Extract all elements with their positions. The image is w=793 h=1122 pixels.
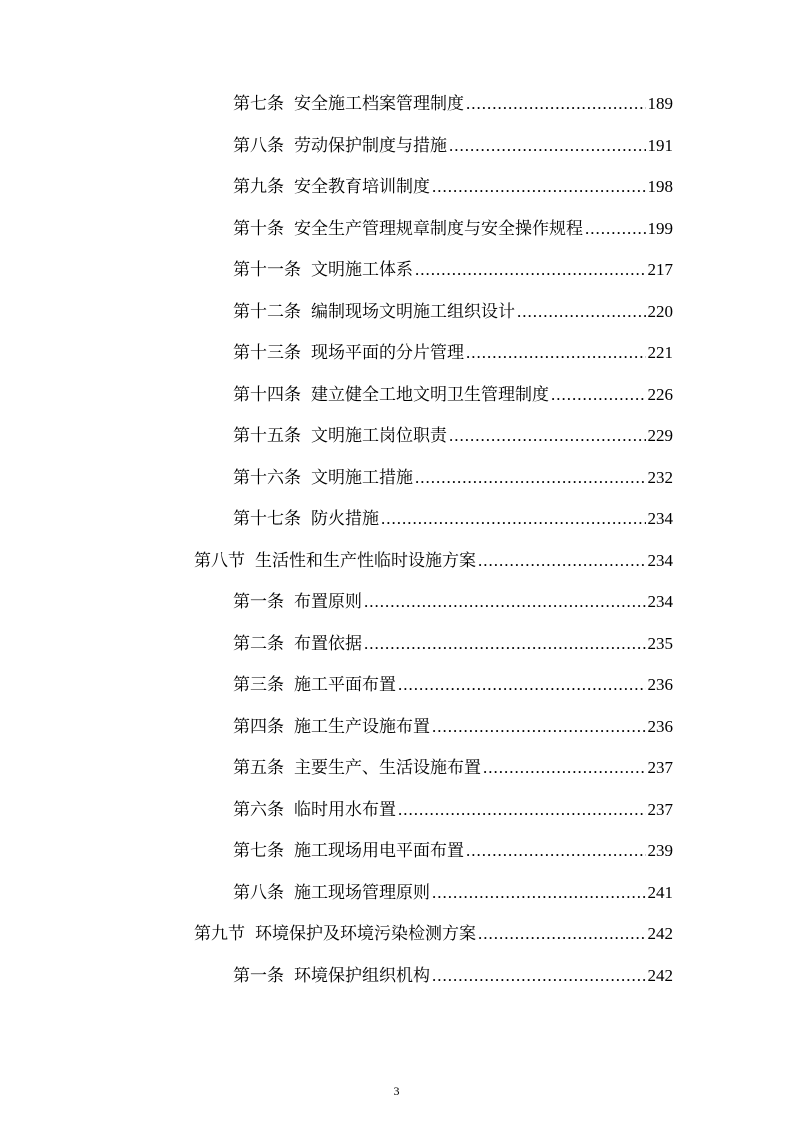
toc-entry[interactable]: [233, 961, 673, 991]
toc-dot-leader: [466, 338, 646, 368]
toc-dot-leader: [449, 131, 646, 161]
toc-entry-page: 232: [647, 467, 673, 487]
toc-entry-number: 第十一条: [233, 260, 301, 280]
toc-entry-page: 229: [647, 426, 673, 445]
toc-entry-number: 第九节: [194, 924, 245, 944]
toc-entry-page: 236: [647, 716, 673, 736]
toc-dot-leader: [432, 172, 646, 202]
toc-dot-leader: [398, 670, 646, 700]
toc-entry[interactable]: [233, 380, 673, 410]
toc-entry-page: 236: [647, 675, 673, 694]
toc-entry-page: 234: [647, 592, 673, 611]
toc-entry[interactable]: [233, 878, 673, 908]
toc-entry-title: 布置依据: [294, 633, 362, 654]
toc-entry-number: 第五条: [233, 758, 284, 778]
toc-entry-title: 现场平面的分片管理: [311, 343, 464, 363]
toc-entry-number: 第八条: [233, 882, 284, 903]
toc-dot-leader: [551, 380, 646, 410]
toc-entry-title: 主要生产、生活设施布置: [294, 758, 481, 778]
toc-dot-leader: [432, 961, 646, 991]
toc-entry[interactable]: [233, 836, 673, 866]
toc-entry-page: 241: [647, 882, 673, 902]
toc-dot-leader: [398, 795, 646, 825]
toc-entry-number: 第六条: [233, 799, 284, 820]
toc-entry-number: 第二条: [233, 633, 284, 654]
toc-entry-title: 文明施工体系: [311, 260, 413, 280]
toc-entry-title: 安全生产管理规章制度与安全操作规程: [294, 218, 583, 239]
toc-entry-title: 劳动保护制度与措施: [294, 135, 447, 156]
toc-entry[interactable]: [233, 421, 673, 451]
toc-entry[interactable]: [233, 214, 673, 244]
toc-entry[interactable]: [233, 629, 673, 659]
toc-entry[interactable]: [233, 172, 673, 202]
toc-entry-title: 施工现场用电平面布置: [294, 841, 464, 861]
toc-entry-number: 第十三条: [233, 343, 301, 363]
toc-entry-page: 239: [647, 841, 673, 860]
toc-entry-page: 237: [647, 799, 673, 819]
toc-entry-page: 235: [647, 633, 673, 653]
toc-entry-page: 242: [647, 965, 673, 985]
toc-entry-title: 临时用水布置: [294, 799, 396, 820]
toc-entry-title: 生活性和生产性临时设施方案: [255, 550, 476, 571]
toc-section-entry[interactable]: [194, 919, 673, 949]
toc-entry-number: 第四条: [233, 716, 284, 737]
toc-section-entry[interactable]: [194, 546, 673, 576]
toc-dot-leader: [466, 89, 646, 119]
toc-entry-number: 第一条: [233, 592, 284, 612]
toc-entry-page: 198: [647, 177, 673, 196]
toc-entry-number: 第八节: [194, 550, 245, 571]
toc-entry-number: 第十条: [233, 218, 284, 239]
toc-entry[interactable]: [233, 795, 673, 825]
toc-entry-number: 第九条: [233, 177, 284, 197]
toc-entry-page: 189: [647, 94, 673, 113]
toc-entry[interactable]: [233, 587, 673, 617]
toc-entry-number: 第七条: [233, 841, 284, 861]
toc-dot-leader: [432, 712, 646, 742]
toc-entry-title: 施工现场管理原则: [294, 882, 430, 903]
toc-entry-title: 文明施工岗位职责: [311, 426, 447, 446]
toc-dot-leader: [449, 421, 646, 451]
toc-entry-number: 第七条: [233, 94, 284, 114]
toc-dot-leader: [517, 297, 646, 327]
toc-entry-page: 220: [647, 301, 673, 321]
toc-entry-title: 环境保护及环境污染检测方案: [255, 924, 476, 944]
toc-dot-leader: [483, 753, 646, 783]
toc-entry-page: 234: [647, 509, 673, 528]
toc-entry-title: 施工生产设施布置: [294, 716, 430, 737]
toc-dot-leader: [381, 504, 646, 534]
toc-entry-title: 防火措施: [311, 509, 379, 529]
toc-entry[interactable]: [233, 670, 673, 700]
page-number: 3: [393, 1084, 400, 1098]
toc-dot-leader: [478, 919, 646, 949]
toc-entry-page: 242: [647, 924, 673, 943]
toc-dot-leader: [415, 255, 646, 285]
toc-dot-leader: [432, 878, 646, 908]
toc-entry-page: 217: [647, 260, 673, 279]
toc-entry-number: 第一条: [233, 965, 284, 986]
toc-entry[interactable]: [233, 131, 673, 161]
toc-entry[interactable]: [233, 504, 673, 534]
toc-entry-page: 237: [647, 758, 673, 777]
toc-entry[interactable]: [233, 338, 673, 368]
toc-entry-page: 234: [647, 550, 673, 570]
toc-entry-title: 编制现场文明施工组织设计: [311, 301, 515, 322]
toc-entry-page: 199: [647, 218, 673, 238]
toc-entry-number: 第十五条: [233, 426, 301, 446]
toc-entry-number: 第十七条: [233, 509, 301, 529]
toc-dot-leader: [415, 463, 646, 493]
table-of-contents: [0, 89, 793, 1003]
toc-entry[interactable]: [233, 89, 673, 119]
toc-dot-leader: [364, 629, 646, 659]
toc-entry[interactable]: [233, 255, 673, 285]
toc-entry-number: 第三条: [233, 675, 284, 695]
toc-dot-leader: [466, 836, 646, 866]
toc-dot-leader: [585, 214, 646, 244]
toc-entry[interactable]: [233, 463, 673, 493]
toc-entry-title: 文明施工措施: [311, 467, 413, 488]
toc-entry[interactable]: [233, 753, 673, 783]
toc-entry[interactable]: [233, 297, 673, 327]
toc-entry-number: 第十六条: [233, 467, 301, 488]
toc-entry-number: 第十二条: [233, 301, 301, 322]
toc-dot-leader: [364, 587, 646, 617]
toc-entry-number: 第十四条: [233, 384, 301, 405]
toc-entry-page: 221: [647, 343, 673, 362]
toc-entry[interactable]: [233, 712, 673, 742]
toc-entry-title: 环境保护组织机构: [294, 965, 430, 986]
toc-entry-title: 安全施工档案管理制度: [294, 94, 464, 114]
toc-entry-number: 第八条: [233, 135, 284, 156]
toc-entry-page: 191: [647, 135, 673, 155]
toc-entry-title: 施工平面布置: [294, 675, 396, 695]
toc-dot-leader: [478, 546, 646, 576]
toc-entry-page: 226: [647, 384, 673, 404]
toc-entry-title: 安全教育培训制度: [294, 177, 430, 197]
toc-entry-title: 布置原则: [294, 592, 362, 612]
toc-entry-title: 建立健全工地文明卫生管理制度: [311, 384, 549, 405]
